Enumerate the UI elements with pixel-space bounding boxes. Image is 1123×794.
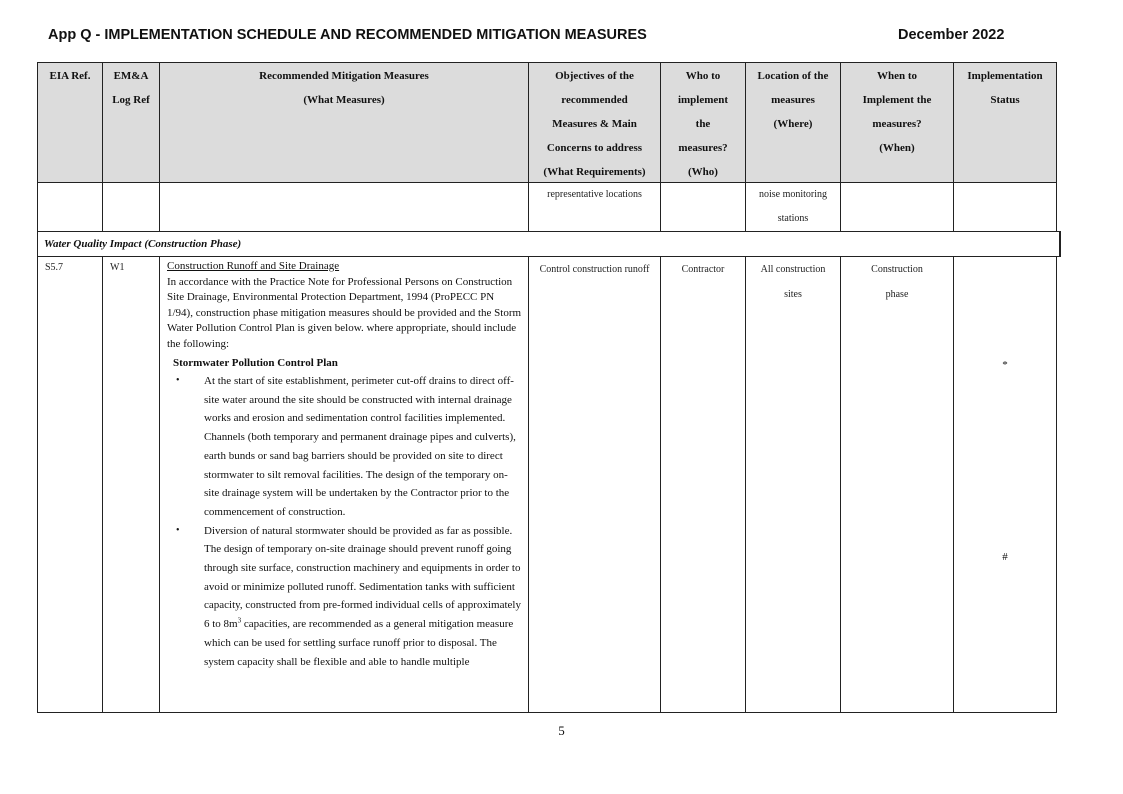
row-objectives: [528, 256, 661, 713]
objectives-text: representative locations: [547, 189, 642, 200]
header-line: measures: [771, 94, 815, 106]
header-line: Measures & Main: [552, 118, 637, 130]
column-header-who: [660, 62, 746, 183]
column-header-eia-ref: [37, 62, 103, 183]
continuation-location: [745, 182, 841, 232]
bullet-icon: •: [176, 524, 180, 536]
location-line: All construction: [760, 264, 826, 275]
header-line: recommended: [561, 94, 628, 106]
column-header-measures: [159, 62, 529, 183]
column-header-location: [745, 62, 841, 183]
objectives-text: Control construction runoff: [539, 264, 650, 275]
who-text: Contractor: [681, 264, 725, 275]
header-line: (Where): [773, 118, 813, 130]
row-who: [660, 256, 746, 713]
header-line: (When): [879, 142, 915, 154]
when-line: phase: [885, 289, 909, 300]
column-header-objectives: [528, 62, 661, 183]
header-line: (What Requirements): [543, 166, 646, 178]
continuation-who: [660, 182, 746, 232]
header-line: measures?: [678, 142, 728, 154]
measure-subtitle: Construction Runoff and Site Drainage: [167, 260, 340, 272]
header-line: Location of the: [757, 70, 829, 82]
location-line: sites: [784, 289, 802, 300]
continuation-when: [840, 182, 954, 232]
header-line: the: [695, 118, 711, 130]
header-line: When to: [876, 70, 918, 82]
status-mark-hash: #: [1002, 551, 1008, 563]
eia-ref-value: S5.7: [45, 262, 64, 273]
log-ref-value: W1: [110, 262, 125, 273]
header-line: (Who): [688, 166, 718, 178]
implementation-schedule-table: [37, 62, 1057, 713]
page-header: [48, 27, 1013, 49]
bullet-item: [167, 522, 522, 672]
plan-title: Stormwater Pollution Control Plan: [173, 357, 338, 369]
row-eia-ref: [37, 256, 103, 713]
row-log-ref: [102, 256, 160, 713]
header-line: Recommended Mitigation Measures: [259, 70, 429, 82]
header-line: measures?: [872, 118, 922, 130]
measure-intro: In accordance with the Practice Note for Professional Persons on Construction Site Drainage, Environmental Protection Department, 1994 (ProPECC PN 1/94), construction phase mitigation measures should be provided and the Storm Water Pollution Control Plan is given below. where appropriate, should include the following:: [167, 275, 522, 350]
header-line: Who to: [685, 70, 721, 82]
header-line: EM&A: [113, 70, 149, 82]
column-header-log-ref: [102, 62, 160, 183]
header-line: Implement the: [862, 94, 932, 106]
document-title: App Q - IMPLEMENTATION SCHEDULE AND RECOMMENDED MITIGATION MEASURES: [48, 27, 647, 43]
bullet-text: Diversion of natural stormwater should be provided as far as possible. The design of temporary on-site drainage should prevent runoff going through site surface, construction machinery and equipments in order to avoid or minimize polluted runoff. Sedimentation tanks with sufficient capacity, constructed from pre-formed individual cells of approximately 6 to 8m: [204, 524, 521, 631]
column-header-when: [840, 62, 954, 183]
continuation-objectives: [528, 182, 661, 232]
bullet-text: At the start of site establishment, perimeter cut-off drains to direct off-site water around the site should be constructed with internal drainage works and erosion and sedimentation control facilities implemented. Channels (both temporary and permanent drainage pipes and culverts), earth bunds or sand bag barriers should be provided on site to direct stormwater to silt removal facilities. The design of the temporary on-site drainage system will be undertaken by the Contractor prior to the commencement of construction.: [204, 375, 516, 518]
header-line: Log Ref: [112, 94, 150, 106]
header-line: implement: [677, 94, 729, 106]
continuation-status: [953, 182, 1057, 232]
location-line: stations: [777, 212, 809, 224]
column-header-status: [953, 62, 1057, 183]
row-measures: [159, 256, 529, 713]
bullet-icon: •: [176, 375, 180, 386]
superscript: 3: [237, 616, 242, 625]
document-date: December 2022: [898, 27, 1005, 43]
header-line: Concerns to address: [546, 142, 643, 154]
bullet-text-continued: capacities, are recommended as a general mitigation measure which can be used for settling surface runoff prior to disposal. The system capacity shall be flexible and able to handle multiple: [204, 618, 514, 668]
section-title-row: Water Quality Impact (Construction Phase): [37, 231, 1061, 257]
continuation-measures: [159, 182, 529, 232]
continuation-eia-ref: [37, 182, 103, 232]
when-line: Construction: [871, 264, 923, 275]
header-line: Objectives of the: [555, 70, 634, 82]
location-line: noise monitoring: [758, 189, 828, 200]
bullet-item: [167, 372, 522, 522]
status-mark-asterisk: *: [1002, 359, 1008, 371]
row-location: [745, 256, 841, 713]
header-line: EIA Ref.: [49, 70, 91, 82]
page-number: 5: [558, 723, 565, 738]
continuation-log-ref: [102, 182, 160, 232]
header-line: (What Measures): [303, 94, 385, 106]
row-when: [840, 256, 954, 713]
header-line: Implementation: [967, 70, 1043, 82]
row-status: [953, 256, 1057, 713]
header-line: Status: [990, 94, 1020, 106]
